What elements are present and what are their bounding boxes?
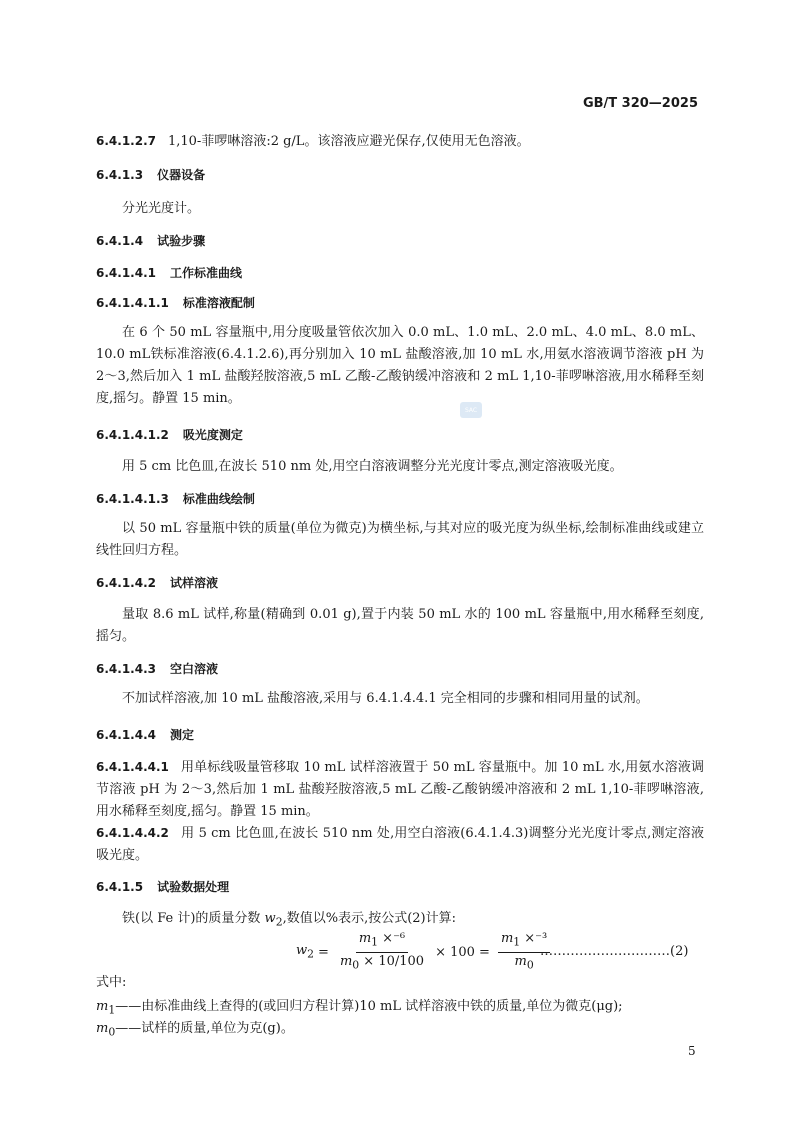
m0-sub: 0 [108,1025,116,1039]
heading-6-4-1-4-3 [96,658,704,680]
equals-sign: = [318,944,329,960]
heading-number: 6.4.1.5 [96,880,144,894]
formula-label: …………………………(2) [540,944,689,959]
m0-var: m [96,1021,109,1036]
heading-title: 空白溶液 [169,662,218,676]
standard-code: GB/T 320—2025 [582,96,698,111]
clause-6-4-1-2-7 [96,130,704,153]
definition-m0 [96,1018,704,1044]
heading-6-4-1-4 [96,230,704,252]
clause-text: 用单标线吸量管移取 10 mL 试样溶液置于 50 mL 容量瓶中。加 10 mL 水,用氨水溶液调节溶液 pH 为 2～3,然后加 1 mL 盐酸羟胺溶液,5 mL 乙酸-乙酸钠缓冲溶液和 2 mL 1,10-菲啰啉溶液,用水稀释至刻度,摇匀。静置 15 min。 [96,760,704,819]
times-100: × 100 = [435,944,490,960]
denominator-sub: 0 [526,958,534,972]
numerator-rest: ×⁻⁶ [378,931,406,946]
clause-text: 1,10-菲啰啉溶液:2 g/L。该溶液应避光保存,仅使用无色溶液。 [167,134,530,149]
clause-6-4-1-4-4-2 [96,822,704,867]
paragraph-sample-solution: 量取 8.6 mL 试样,称量(精确到 0.01 g),置于内装 50 mL 水的 100 mL 容量瓶中,用水稀释至刻度,摇匀。 [96,607,704,644]
formula-lhs [296,943,314,961]
heading-title: 测定 [169,728,194,742]
heading-6-4-1-4-1-2 [96,424,704,446]
paragraph-absorbance: 用 5 cm 比色皿,在波长 510 nm 处,用空白溶液调整分光光度计零点,测定溶液吸光度。 [122,459,623,474]
heading-number: 6.4.1.4 [96,234,144,248]
heading-6-4-1-5 [96,876,704,898]
numerator-var: m [358,931,372,946]
clause-number: 6.4.1.4.4.2 [96,826,169,840]
heading-number: 6.4.1.4.2 [96,576,156,590]
heading-6-4-1-3 [96,164,704,186]
heading-number: 6.4.1.4.1.3 [96,492,169,506]
heading-title: 标准溶液配制 [182,296,255,310]
heading-6-4-1-4-1-1 [96,292,704,314]
m1-text: ——由标准曲线上查得的(或回归方程计算)10 mL 试样溶液中铁的质量,单位为微克(μg); [115,999,623,1014]
m1-sub: 1 [108,1003,116,1017]
numerator-sub: 1 [371,935,379,949]
heading-title: 试验数据处理 [157,880,230,894]
heading-number: 6.4.1.4.3 [96,662,156,676]
variable-w: w [264,911,276,926]
intro-suffix: ,数值以%表示,按公式(2)计算: [282,911,456,926]
denominator-var: m [339,953,353,969]
heading-title: 试样溶液 [169,576,218,590]
heading-number: 6.4.1.4.1.1 [96,296,169,310]
heading-number: 6.4.1.3 [96,168,144,182]
formula-2 [296,930,554,974]
variable-subscript: 2 [275,915,283,929]
heading-title: 吸光度测定 [182,428,243,442]
clause-number: 6.4.1.4.4.1 [96,760,169,774]
where-lead: 式中: [96,975,127,990]
numerator-rest: ×⁻³ [520,931,548,946]
paragraph-blank-solution: 不加试样溶液,加 10 mL 盐酸溶液,采用与 6.4.1.4.4.1 完全相同的步骤和相同用量的试剂。 [122,691,649,706]
heading-6-4-1-4-1 [96,262,704,284]
heading-title: 仪器设备 [157,168,206,182]
heading-number: 6.4.1.4.1 [96,266,156,280]
numerator-sub: 1 [513,935,521,949]
lhs-var: w [296,943,308,959]
denominator-var: m [514,953,527,969]
paragraph-instruments: 分光光度计。 [122,201,201,216]
fraction-1 [337,930,427,974]
paragraph-curve: 以 50 mL 容量瓶中铁的质量(单位为微克)为横坐标,与其对应的吸光度为纵坐标,绘制标准曲线或建立线性回归方程。 [96,521,704,558]
clause-number: 6.4.1.2.7 [96,134,156,148]
clause-text: 用 5 cm 比色皿,在波长 510 nm 处,用空白溶液(6.4.1.4.3)调整分光光度计零点,测定溶液吸光度。 [96,826,704,863]
clause-6-4-1-4-4-1 [96,756,704,823]
paragraph-standard-solution: 在 6 个 50 mL 容量瓶中,用分度吸量管依次加入 0.0 mL、1.0 mL、2.0 mL、4.0 mL、8.0 mL、10.0 mL铁标准溶液(6.4.1.2.6),再分别加入 10 mL 盐酸溶液,加 10 mL 水,用氨水溶液调节溶液 pH 为 2～3,然后加入 1 mL 盐酸羟胺溶液,5 mL 乙酸-乙酸钠缓冲溶液和 2 mL 1,10-菲啰啉溶液,用水稀释至刻度,摇匀。静置 15 min。 [96,325,704,406]
denominator-rest: × 10/100 [359,953,425,969]
intro-text: 铁(以 Fe 计)的质量分数 [122,911,265,926]
watermark-logo: SAC [460,402,482,418]
heading-number: 6.4.1.4.1.2 [96,428,169,442]
heading-number: 6.4.1.4.4 [96,728,156,742]
denominator-sub: 0 [352,958,360,972]
heading-6-4-1-4-4 [96,724,704,746]
heading-6-4-1-4-2 [96,572,704,594]
page-number: 5 [688,1044,696,1058]
heading-title: 标准曲线绘制 [182,492,255,506]
heading-title: 试验步骤 [157,234,206,248]
numerator-var: m [500,931,514,946]
m0-text: ——试样的质量,单位为克(g)。 [115,1021,294,1036]
m1-var: m [96,999,109,1014]
fraction-1-numerator [356,930,408,953]
heading-title: 工作标准曲线 [169,266,242,280]
lhs-sub: 2 [307,947,315,961]
heading-6-4-1-4-1-3 [96,488,704,510]
fraction-2-denominator [511,953,536,975]
fraction-1-denominator [337,953,427,975]
